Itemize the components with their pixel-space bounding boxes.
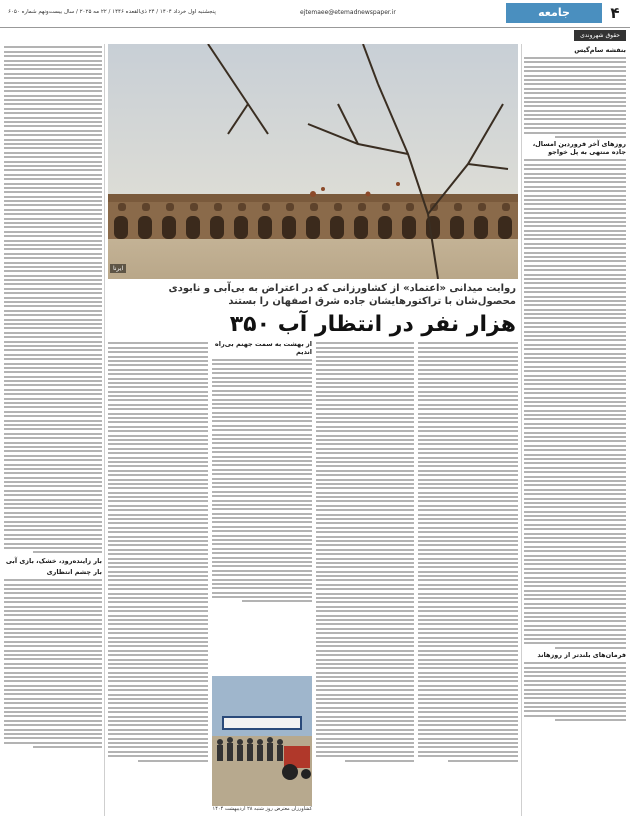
protest-photo [212, 676, 312, 806]
section-email: ejtemaee@etemadnewspaper.ir [300, 9, 396, 16]
left-subhead-1: بار زاینده‌رود، خشک، بازی آبی [5, 557, 102, 566]
mid-subhead: از بهشت به سمت جهنم بی‌راه اندیم [214, 340, 312, 356]
left-column-text-2 [4, 579, 102, 748]
section-tab: جامعه [506, 3, 602, 23]
issue-line: پنجشنبه اول خرداد ۱۴۰۴ / ۲۴ ذی‌القعده ۱۴۴۶ / ۲۲ مه ۲۰۲۵ / سال بیست‌ونهم شماره ۶۰۵۰ [8, 9, 216, 15]
column-divider [104, 44, 105, 816]
right-column [524, 44, 626, 816]
headline: ۳۵۰ هزار نفر در انتظار آب [229, 312, 516, 337]
subsection-tag: حقوق شهروندی [574, 30, 626, 41]
right-column-text-3 [524, 662, 626, 721]
article-column-2 [316, 340, 414, 764]
article-column-4 [108, 340, 208, 764]
article-column-3 [212, 340, 312, 605]
left-column [4, 44, 102, 751]
right-column-subhead-1: روزهای آخر فروردین امسال، جاده منتهی به پل خواجو [532, 140, 626, 157]
right-column-subhead-2: فرمان‌های بلندتر از روزهاند [537, 651, 626, 660]
photo-caption: کشاورزان معترض روز شنبه ۲۸ اردیبهشت ۱۴۰۴ [212, 806, 312, 812]
column-divider [521, 44, 522, 816]
photo-credit: ایرنا [110, 264, 126, 273]
left-subhead-2: بار چشم انتظاری [46, 568, 102, 577]
right-column-text-2 [524, 159, 626, 648]
right-column-text-1 [524, 57, 626, 138]
page-number: ۴ [610, 4, 620, 22]
article-column-1 [418, 340, 518, 764]
left-column-text-1 [4, 46, 102, 553]
main-photo-khaju-bridge [108, 44, 518, 279]
kicker: روایت میدانی «اعتماد» از کشاورزانی که در اعتراض به بی‌آبی و نابودی محصول‌شان با تراکتورهایشان جاده شرق اصفهان را بستند [168, 283, 516, 307]
right-column-title: بنفشه سام‌گیس [574, 46, 626, 54]
